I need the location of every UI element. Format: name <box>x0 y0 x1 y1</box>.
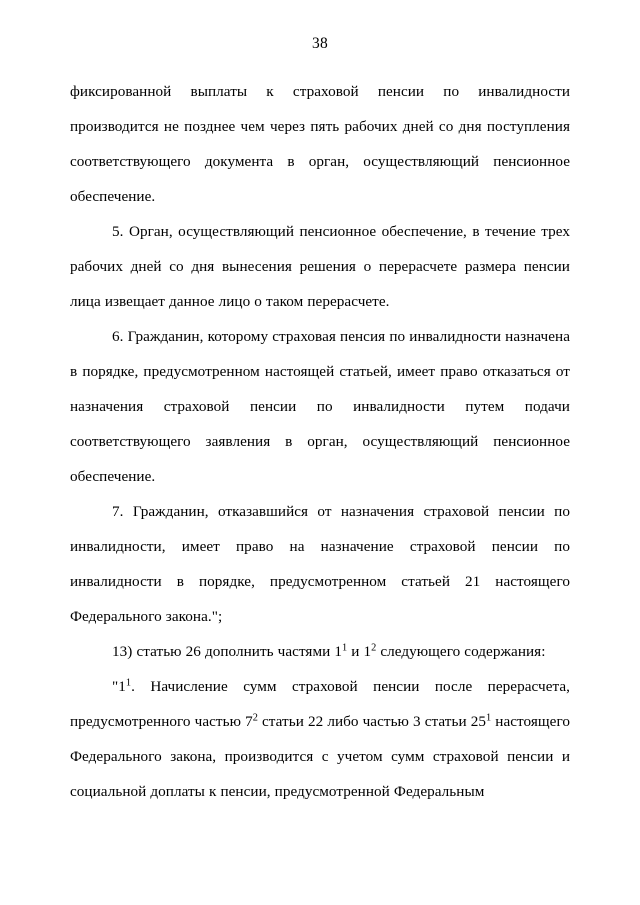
para-item-13: 13) статью 26 дополнить частями $1^1$ и $1^2$ следующего содержания: <box>112 642 546 660</box>
para-continuation: фиксированной выплаты к страховой пенсии по инвалидности производится не позднее чем через пять рабочих дней со дня поступления соответствующего документа в орган, осуществляющий пенсионное обеспечение. <box>70 83 570 205</box>
superscript-number: 1 <box>486 712 492 724</box>
superscript-number: 2 <box>252 712 258 724</box>
document-body <box>70 74 570 809</box>
para-item-6: 6. Гражданин, которому страховая пенсия по инвалидности назначена в порядке, предусмотренном настоящей статьей, имеет право отказаться от назначения страховой пенсии по инвалидности путем подачи соответствующего заявления в орган, осуществляющий пенсионное обеспечение. <box>70 328 570 485</box>
para-item-7: 7. Гражданин, отказавшийся от назначения страховой пенсии по инвалидности, имеет право на назначение страховой пенсии по инвалидности в порядке, предусмотренном статьей 21 настоящего Федерального закона."; <box>70 503 570 625</box>
superscript-number: 2 <box>371 642 377 654</box>
para-item-5: 5. Орган, осуществляющий пенсионное обеспечение, в течение трех рабочих дней со дня вынесения решения о перерасчете размера пенсии лица извещает данное лицо о таком перерасчете. <box>70 223 570 310</box>
page-number: 38 <box>311 35 329 52</box>
superscript-number: 1 <box>125 677 132 689</box>
superscript-number: 1 <box>342 642 348 654</box>
para-quote-1-1: "$1^1$. Начисление сумм страховой пенсии после перерасчета, предусмотренного частью $7^2$ статьи 22 либо частью 3 статьи $25^1$ настоящего Федерального закона, производится с учетом сумм страховой пенсии и социальной доплаты к пенсии, предусмотренной Федеральным <box>70 677 570 800</box>
